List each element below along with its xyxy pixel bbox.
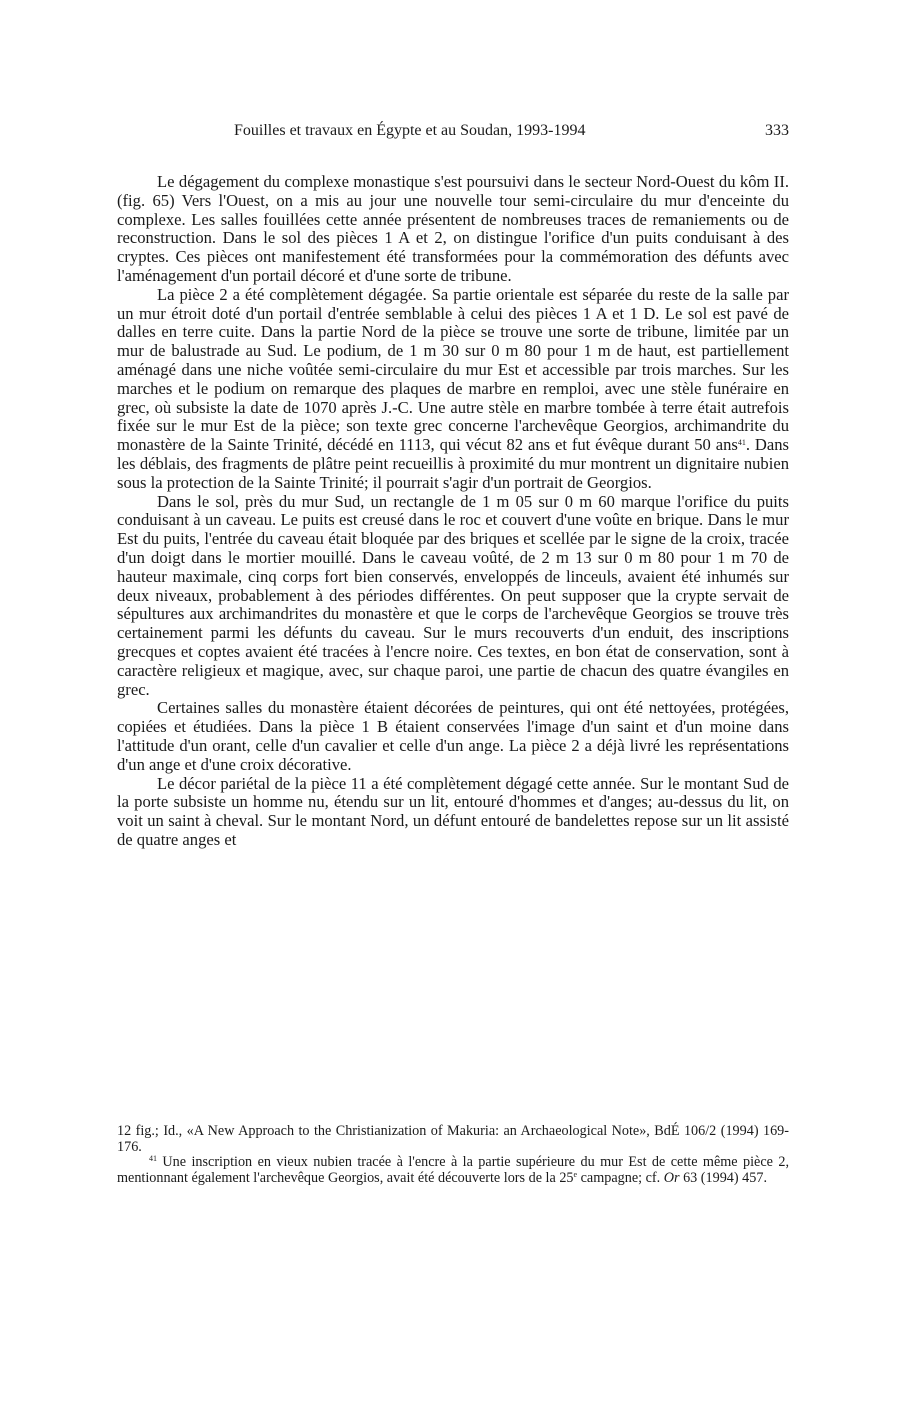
footnote-41 xyxy=(117,1155,789,1186)
footnote-41-number: 41 xyxy=(149,1154,157,1163)
page-number: 333 xyxy=(765,122,789,139)
footnote-41-text-b: campagne; cf. xyxy=(577,1169,664,1186)
paragraph-1: Le dégagement du complexe monastique s'est poursuivi dans le secteur Nord-Ouest du kôm II. (fig. 65) Vers l'Ouest, on a mis au jour une nouvelle tour semi-circulaire du mur d'enceinte du complexe. Les salles fouillées cette année présentent de nombreuses traces de remaniements ou de reconstruction. Dans le sol des pièces 1 A et 2, on distingue l'orifice d'un puits conduisant à des cryptes. Ces pièces ont manifestement été transformées pour la commémoration des défunts avec l'aménagement d'un portail décoré et d'une sorte de tribune. xyxy=(117,172,789,285)
footnote-ref-41: 41 xyxy=(737,438,746,448)
paragraph-4: Certaines salles du monastère étaient décorées de peintures, qui ont été nettoyées, protégées, copiées et étudiées. Dans la pièce 1 B étaient conservées l'image d'un saint et d'un moine dans l'attitude d'un orant, celle d'un cavalier et celle d'un ange. La pièce 2 a déjà livré les représentations d'un ange et d'une croix décorative. xyxy=(117,698,789,774)
footnote-continued: 12 fig.; Id., «A New Approach to the Christianization of Makuria: an Archaeological Note», BdÉ 106/2 (1994) 169-176. xyxy=(117,1123,789,1155)
footnote-41-text-c: 63 (1994) 457. xyxy=(679,1169,767,1186)
paragraph-5: Le décor pariétal de la pièce 11 a été complètement dégagé cette année. Sur le montant Sud de la porte subsiste un homme nu, étendu sur un lit, entouré d'hommes et d'anges; au-dessus du lit, on voit un saint à cheval. Sur le montant Nord, un défunt entouré de bandelettes repose sur un lit assisté de quatre anges et xyxy=(117,773,789,849)
running-header xyxy=(117,120,789,142)
paragraph-2-text-b: . Dans les déblais, des fragments de plâtre peint recueillis à proximité du mur montrent un dignitaire nubien sous la protection de la Sainte Trinité; il pourrait s'agir d'un portrait de Georgios. xyxy=(117,435,789,492)
paragraph-3: Dans le sol, près du mur Sud, un rectangle de 1 m 05 sur 0 m 60 marque l'orifice du puits conduisant à un caveau. Le puits est creusé dans le roc et couvert d'une voûte en brique. Dans le mur Est du puits, l'entrée du caveau était bloquée par des briques et scellée par le signe de la croix, tracée d'un doigt dans le mortier mouillé. Dans le caveau voûté, de 2 m 13 sur 0 m 80 pour 1 m 70 de hauteur maximale, cinq corps fort bien conservés, enveloppés de linceuls, avaient été inhumés sur deux niveaux, probablement à des périodes différentes. On peut supposer que la crypte servait de sépultures aux archimandrites du monastère et que le corps de l'archevêque Georgios se trouve très certainement parmi les défunts du caveau. Sur le murs recouverts d'un enduit, des inscriptions grecques et coptes avaient été tracées à l'encre noire. Ces textes, en bon état de conservation, sont à caractère religieux et magique, avec, sur chaque paroi, une partie de chacun des quatre évangiles en grec. xyxy=(117,491,789,699)
footnote-41-ordinal: e xyxy=(573,1169,578,1179)
footnote-41-text-a: Une inscription en vieux nubien tracée à l'encre à la partie supérieure du mur Est de cette même pièce 2, mentionnant également l'archevêque Georgios, avait été découverte lors de la 25 xyxy=(117,1154,789,1186)
footnotes xyxy=(117,1124,789,1186)
footnote-41-journal: Or xyxy=(663,1169,680,1186)
paragraph-2-text-a: La pièce 2 a été complètement dégagée. Sa partie orientale est séparée du reste de la salle par un mur étroit doté d'un portail d'entrée semblable à celui des pièces 1 A et 1 D. Le sol est pavé de dalles en terre cuite. Dans la partie Nord de la pièce se trouve une sorte de tribune, limitée par un mur de balustrade au Sud. Le podium, de 1 m 30 sur 0 m 80 pour 1 m de haut, est partiellement aménagé dans une niche voûtée semi-circulaire du mur Est et accessible par trois marches. Sur les marches et le podium on remarque des plaques de marbre en remploi, avec une stèle funéraire en grec, où subsiste la date de 1070 après J.-C. Une autre stèle en marbre tombée à terre était autrefois fixée sur le mur Est de la pièce; son texte grec concerne l'archevêque Georgios, archimandrite du monastère de la Sainte Trinité, décédé en 1113, qui vécut 82 ans et fut évêque durant 50 ans xyxy=(117,284,789,455)
paragraph-2 xyxy=(117,286,789,493)
running-title: Fouilles et travaux en Égypte et au Soudan, 1993-1994 xyxy=(234,122,586,139)
main-text xyxy=(117,173,789,850)
